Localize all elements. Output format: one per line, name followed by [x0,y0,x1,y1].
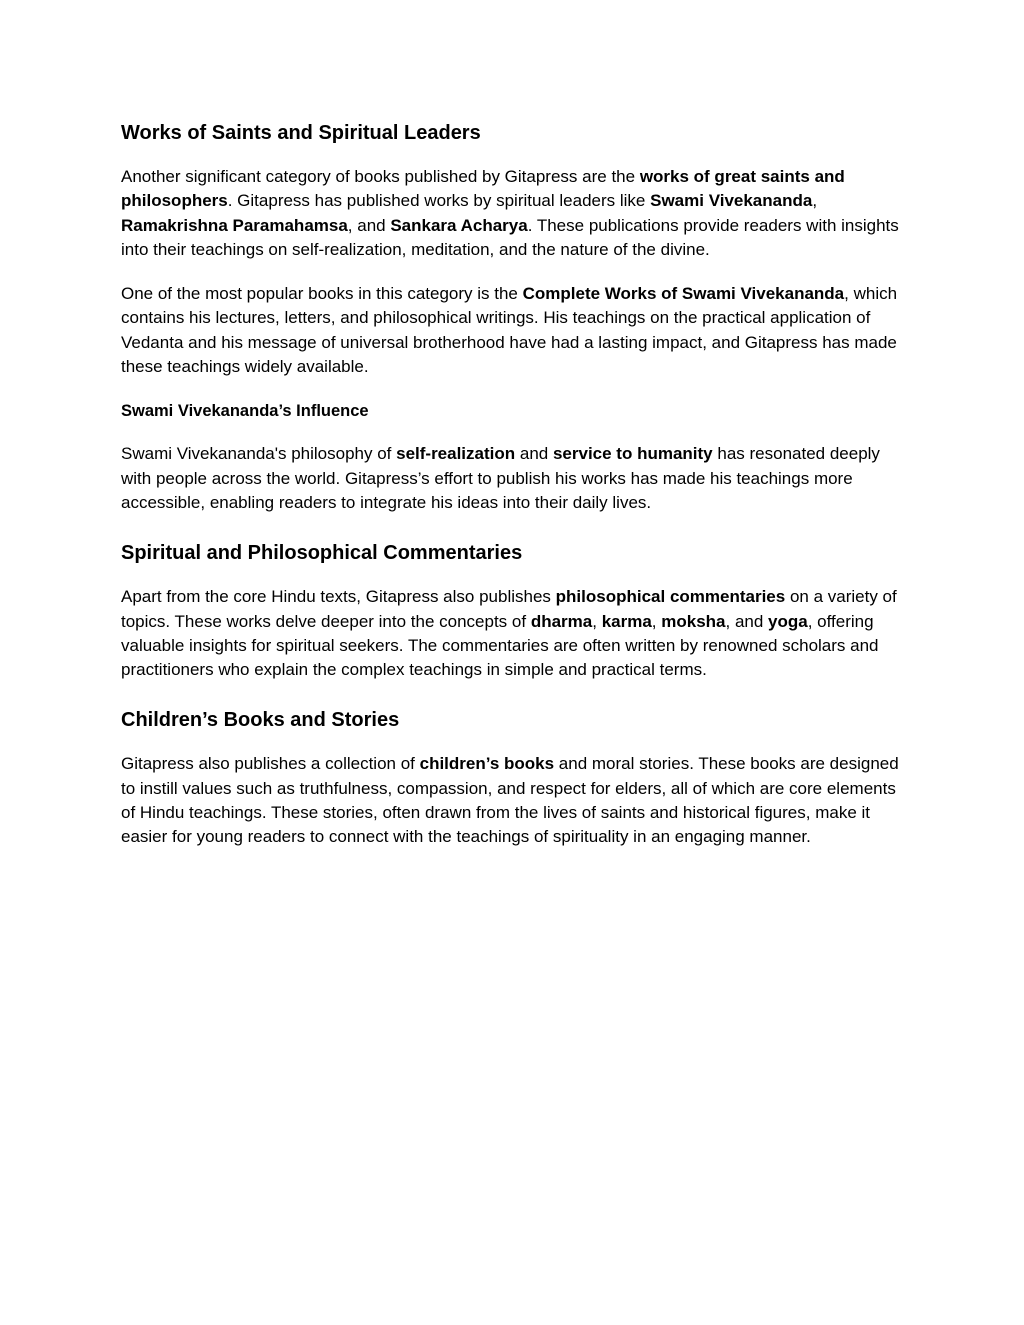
bold-term: service to humanity [552,444,713,464]
subheading-vivekananda-influence: Swami Vivekananda’s Influence [121,402,369,421]
paragraph-complete-works: One of the most popular books in this category is the Complete Works of Swami Vivekananda, which contains his lectures, letters, and philosophical writings. His teachings on the practical application of Vedanta and his message of universal brotherhood have had a lasting impact, and Gitapress has made these teachings widely available. [121,284,898,377]
bold-term: Ramakrishna Paramahamsa [121,215,348,235]
bold-term: Swami Vivekananda [650,191,813,211]
bold-term: karma [601,611,652,631]
bold-term: works of great saints and philosophers [121,167,845,211]
bold-term: Complete Works of Swami Vivekananda [522,284,845,304]
section-heading-childrens-books: Children’s Books and Stories [121,709,400,732]
paragraph-commentaries: Apart from the core Hindu texts, Gitapress also publishes philosophical commentaries on a variety of topics. These works delve deeper into the concepts of dharma, karma, moksha, and yoga, offering valuable insights for spiritual seekers. The commentaries are often written by renowned scholars and practitioners who explain the complex teachings in simple and practical terms. [121,587,897,680]
bold-term: self-realization [396,444,516,464]
paragraph-childrens-books: Gitapress also publishes a collection of children’s books and moral stories. These books are designed to instill values such as truthfulness, compassion, and respect for elders, all of which are core elements of Hindu teachings. These stories, often drawn from the lives of saints and historical figures, make it easier for young readers to connect with the teachings of spirituality in an engaging manner. [121,754,899,847]
paragraph-vivekananda-philosophy: Swami Vivekananda's philosophy of self-realization and service to humanity has resonated deeply with people across the world. Gitapress’s effort to publish his works has made his teachings more accessible, enabling readers to integrate his ideas into their daily lives. [121,444,880,512]
bold-term: children’s books [419,754,555,774]
bold-term: dharma [530,611,593,631]
document-page [121,118,911,870]
section-heading-works-of-saints: Works of Saints and Spiritual Leaders [121,122,481,144]
bold-term: moksha [661,611,726,631]
bold-term: yoga [768,611,808,631]
paragraph-saints-intro: Another significant category of books published by Gitapress are the works of great saints and philosophers. Gitapress has published works by spiritual leaders like Swami Vivekananda, Ramakrishna Paramahamsa, and Sankara Acharya. These publications provide readers with insights into their teachings on self-realization, meditation, and the nature of the divine. [121,167,899,259]
section-heading-commentaries: Spiritual and Philosophical Commentaries [121,542,523,565]
bold-term: philosophical commentaries [555,587,786,607]
bold-term: Sankara Acharya [390,215,528,235]
